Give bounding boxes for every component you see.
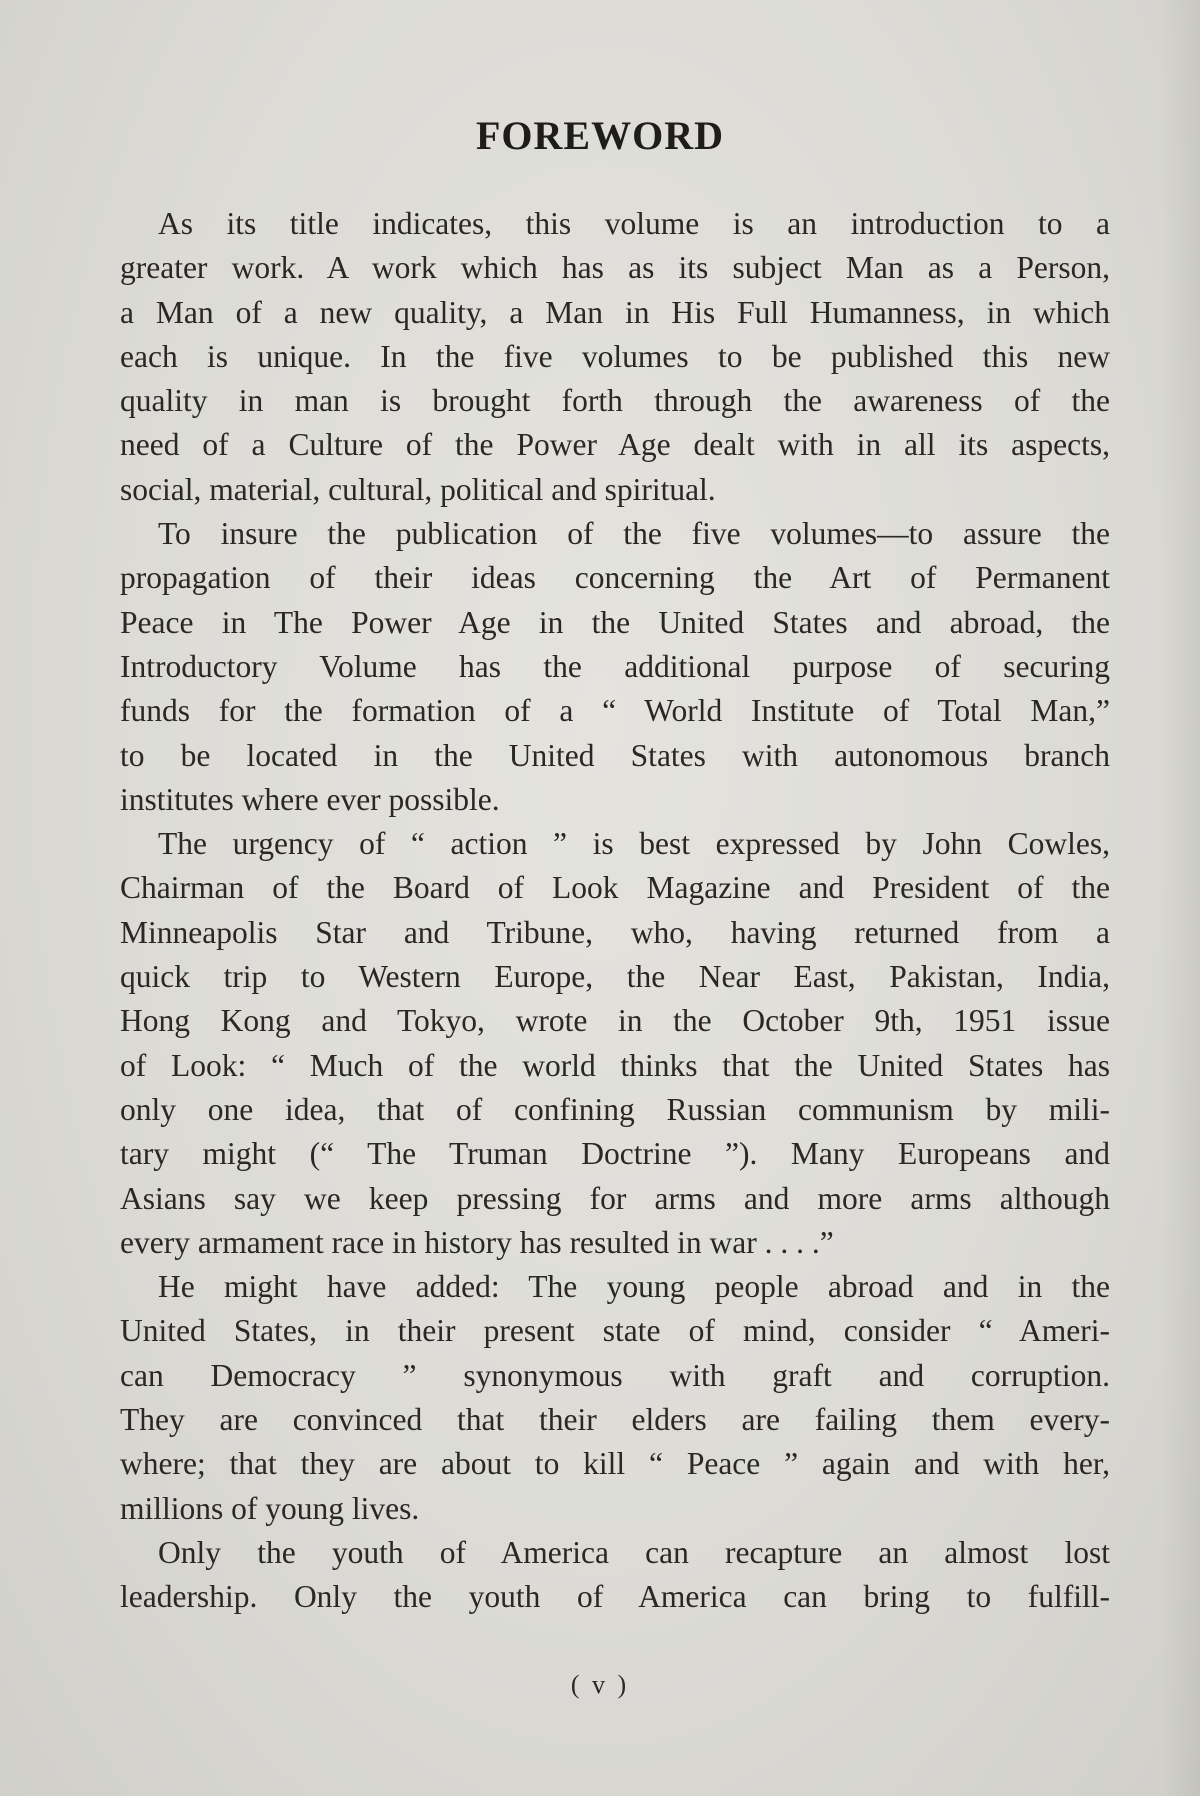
text-line: Hong Kong and Tokyo, wrote in the October 9th, 1951 issue: [120, 1003, 1110, 1039]
page-edge-shadow: [1160, 0, 1200, 1796]
text-line: He might have added: The young people abroad and in the: [158, 1269, 1110, 1305]
page-number: ( v ): [570, 1670, 630, 1699]
text-line: Chairman of the Board of Look Magazine and President of the: [120, 870, 1110, 906]
text-line: To insure the publication of the five volumes—to assure the: [158, 516, 1110, 552]
text-line: need of a Culture of the Power Age dealt with in all its aspects,: [120, 427, 1110, 463]
paragraph-2: [120, 512, 1110, 822]
text-line: They are convinced that their elders are failing them every-: [120, 1402, 1110, 1438]
text-line: to be located in the United States with autonomous branch: [120, 737, 1110, 773]
text-line: each is unique. In the five volumes to be published this new: [120, 338, 1110, 374]
text-line: tary might (“ The Truman Doctrine ”). Many Europeans and: [120, 1136, 1110, 1172]
text-line: funds for the formation of a “ World Institute of Total Man,”: [120, 693, 1110, 729]
foreword-body: [120, 202, 1110, 1620]
text-line: Asians say we keep pressing for arms and more arms although: [120, 1180, 1110, 1216]
text-line: institutes where ever possible.: [120, 781, 500, 817]
text-line: United States, in their present state of mind, consider “ Ameri-: [120, 1313, 1110, 1349]
text-line: only one idea, that of confining Russian communism by mili-: [120, 1091, 1110, 1127]
text-line: social, material, cultural, political and spiritual.: [120, 471, 716, 507]
text-line: Minneapolis Star and Tribune, who, having returned from a: [120, 914, 1110, 950]
paragraph-1: [120, 202, 1110, 512]
text-line: Only the youth of America can recapture an almost lost: [158, 1534, 1110, 1570]
text-line: quality in man is brought forth through the awareness of the: [120, 383, 1110, 419]
text-line: The urgency of “ action ” is best expressed by John Cowles,: [158, 826, 1110, 862]
text-line: a Man of a new quality, a Man in His Full Humanness, in which: [120, 294, 1110, 330]
paragraph-3: [120, 822, 1110, 1265]
text-line: Introductory Volume has the additional purpose of securing: [120, 648, 1110, 684]
text-line: Peace in The Power Age in the United States and abroad, the: [120, 604, 1110, 640]
text-line: propagation of their ideas concerning the Art of Permanent: [120, 560, 1110, 596]
paragraph-5: [120, 1531, 1110, 1620]
text-line: can Democracy ” synonymous with graft and corruption.: [120, 1357, 1110, 1393]
text-line: every armament race in history has resulted in war . . . .”: [120, 1224, 834, 1260]
text-line: greater work. A work which has as its subject Man as a Person,: [120, 250, 1110, 286]
text-line: where; that they are about to kill “ Peace ” again and with her,: [120, 1446, 1110, 1482]
text-line: millions of young lives.: [120, 1490, 420, 1526]
paragraph-4: [120, 1265, 1110, 1531]
text-line: of Look: “ Much of the world thinks that the United States has: [120, 1047, 1110, 1083]
text-line: quick trip to Western Europe, the Near East, Pakistan, India,: [120, 959, 1110, 995]
text-line: As its title indicates, this volume is an introduction to a: [158, 206, 1110, 241]
text-line: leadership. Only the youth of America can bring to fulfill-: [120, 1579, 1110, 1615]
page-title: FOREWORD: [476, 113, 724, 158]
